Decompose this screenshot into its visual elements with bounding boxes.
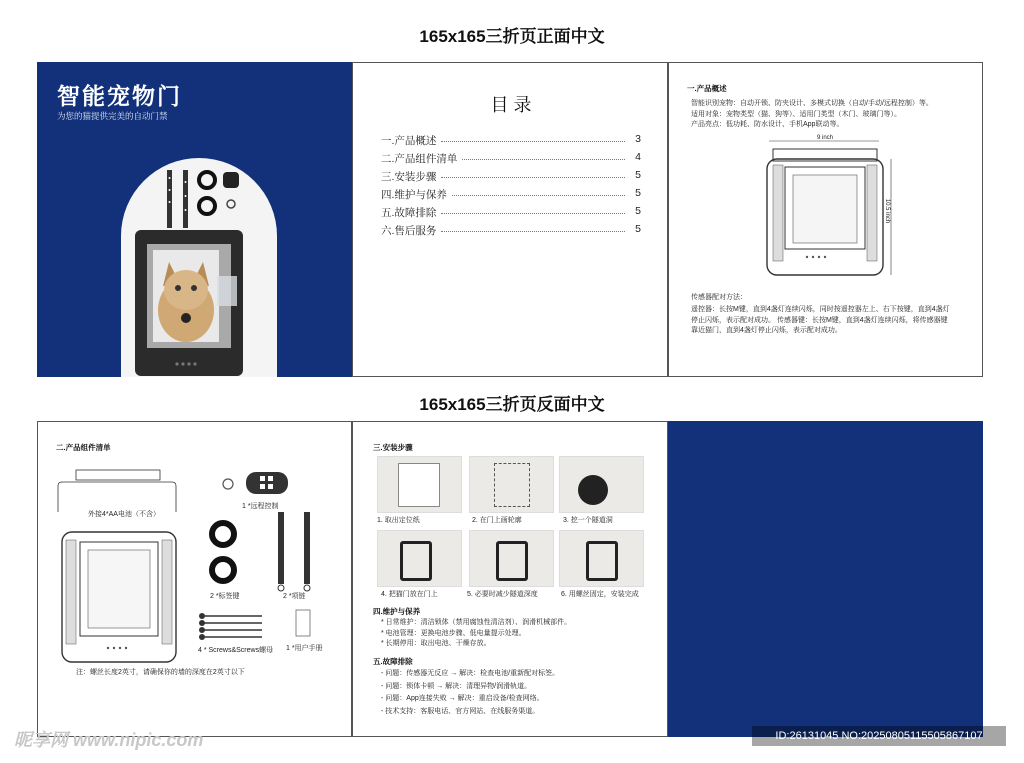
battery-label: 外接4*AA电池（不含） <box>88 511 160 518</box>
width-dimension-label: 9 inch <box>817 135 834 141</box>
troubleshoot-item: - 技术支持：客服电话、官方网站、在线服务渠道。 <box>381 707 540 715</box>
install-step-label: 4. 把猫门放在门上 <box>381 591 438 598</box>
cover-subtitle: 为您的猫提供完美的自动门禁 <box>57 111 168 121</box>
overview-line: 适用对象：宠物类型（猫、狗等）、适用门类型（木门、玻璃门等）。 <box>691 110 901 118</box>
sensor-line: 靠近猫门，直到4盏灯停止闪烁，表示配对成功。 <box>691 327 842 334</box>
sensor-line: 停止闪烁，表示配对成功。 传感器键：长按M键，直到4盏灯连续闪烁，将传感器键 <box>691 316 948 324</box>
toc-item[interactable] <box>381 151 641 169</box>
watermark-id: ID:26131045 NO:20250805115505867107 <box>752 726 1006 746</box>
install-step-label: 3. 挖一个隧道洞 <box>563 517 613 524</box>
toc-heading: 目 录 <box>490 95 532 115</box>
toc-item-page: 5 <box>635 169 641 181</box>
toc-item-label: 二.产品组件清单 <box>381 151 461 166</box>
toc-item[interactable] <box>381 205 641 223</box>
height-dimension-label: 10.5 inch <box>884 198 891 224</box>
toc-item-page: 4 <box>635 151 641 163</box>
sensor-pairing-text <box>691 305 981 337</box>
toc-item[interactable] <box>381 187 641 205</box>
watermark-left: 昵享网 www.nipic.com <box>14 730 204 750</box>
install-step-image <box>559 456 644 513</box>
tag-key-icon <box>206 520 240 586</box>
collar-label: 2 *项链 <box>283 593 306 600</box>
front-title: 165x165三折页正面中文 <box>419 27 605 46</box>
maintenance-item: * 日常维护：清洁锁体（禁用腐蚀性清洁剂）、润滑机械部件。 <box>381 619 572 626</box>
screws-label: 4 * Screws&Screws螺母 <box>198 647 274 654</box>
maintenance-item: * 长期停用：取出电池、干燥存放。 <box>381 640 491 647</box>
install-step-image <box>377 456 462 513</box>
components-title: 二.产品组件清单 <box>56 443 111 452</box>
toc-item-label: 六.售后服务 <box>381 223 440 238</box>
door-front-diagram <box>60 530 178 664</box>
back-cover-panel <box>668 421 983 737</box>
cover-panel <box>37 62 352 377</box>
maintenance-item: * 电池管理：更换电池步骤、低电量提示处理。 <box>381 629 526 637</box>
install-step-label: 1. 取出定位纸 <box>377 517 420 524</box>
components-note: 注：螺丝长度2英寸，请确保你的墙的深度在2英寸以下 <box>76 669 245 676</box>
collar-icon <box>270 510 320 592</box>
pet-door-dimension-diagram <box>759 135 899 285</box>
toc-item[interactable] <box>381 223 641 241</box>
toc-item-page: 5 <box>635 187 641 199</box>
troubleshoot-item: - 问题：App连接失败 → 解决：重启设备/检查网络。 <box>381 695 544 702</box>
sensor-line: 遥控器：长按M键，直到4盏灯连续闪烁，同时按遥控器左上、右下按键，直到4盏灯 <box>691 306 950 313</box>
toc-item-label: 一.产品概述 <box>381 133 440 148</box>
user-manual-icon <box>294 608 314 638</box>
maintenance-list <box>381 618 571 650</box>
install-step-image <box>469 530 554 587</box>
toc-item[interactable] <box>381 169 641 187</box>
toc-item-label: 三.安装步骤 <box>381 169 440 184</box>
remote-control-icon <box>220 468 292 498</box>
toc-item-label: 五.故障排除 <box>381 205 440 220</box>
toc-panel <box>352 62 668 377</box>
overview-line: 智能识别宠物：自动开锁、防夹设计、多模式切换（自动/手动/远程控制）等。 <box>691 100 933 107</box>
tag-label: 2 *标签键 <box>210 593 240 600</box>
back-title: 165x165三折页反面中文 <box>419 395 605 414</box>
install-step-image <box>377 530 462 587</box>
toc-item-label: 四.维护与保养 <box>381 187 451 202</box>
install-step-image <box>559 530 644 587</box>
screws-icon <box>198 612 268 642</box>
manual-label: 1 *用户手册 <box>286 645 323 652</box>
install-step-label: 2. 在门上画轮廓 <box>472 517 522 524</box>
cover-title: 智能宠物门 <box>57 83 182 109</box>
toc-item[interactable] <box>381 133 641 151</box>
install-title: 三.安装步骤 <box>373 443 413 452</box>
remote-label: 1 *远程控制 <box>242 503 279 510</box>
troubleshoot-item: - 问题：传感器无反应 → 解决：检查电池/重新配对标签。 <box>381 670 560 677</box>
components-panel <box>37 421 352 737</box>
install-step-label: 5. 必要时减少隧道深度 <box>467 591 538 598</box>
install-panel <box>352 421 668 737</box>
overview-line: 产品亮点：低功耗、防水设计、手机App联动等。 <box>691 121 844 128</box>
overview-text <box>691 99 981 131</box>
overview-title: 一.产品概述 <box>687 84 727 93</box>
product-showcase-image <box>121 158 277 377</box>
door-top-view-diagram <box>56 466 178 514</box>
troubleshoot-title: 五.故障排除 <box>373 657 413 666</box>
install-step-label: 6. 用螺丝固定，安装完成 <box>561 591 639 598</box>
install-step-image <box>469 456 554 513</box>
overview-panel <box>668 62 983 377</box>
maintenance-title: 四.维护与保养 <box>373 607 421 616</box>
toc-item-page: 5 <box>635 223 641 235</box>
toc-item-page: 5 <box>635 205 641 217</box>
troubleshoot-item: - 问题：锁体卡顿 → 解决：清理异物/润滑轨道。 <box>381 682 532 690</box>
sensor-pairing-title: 传感器配对方法： <box>691 294 747 301</box>
toc-item-page: 3 <box>635 133 641 145</box>
troubleshoot-list <box>381 668 559 718</box>
